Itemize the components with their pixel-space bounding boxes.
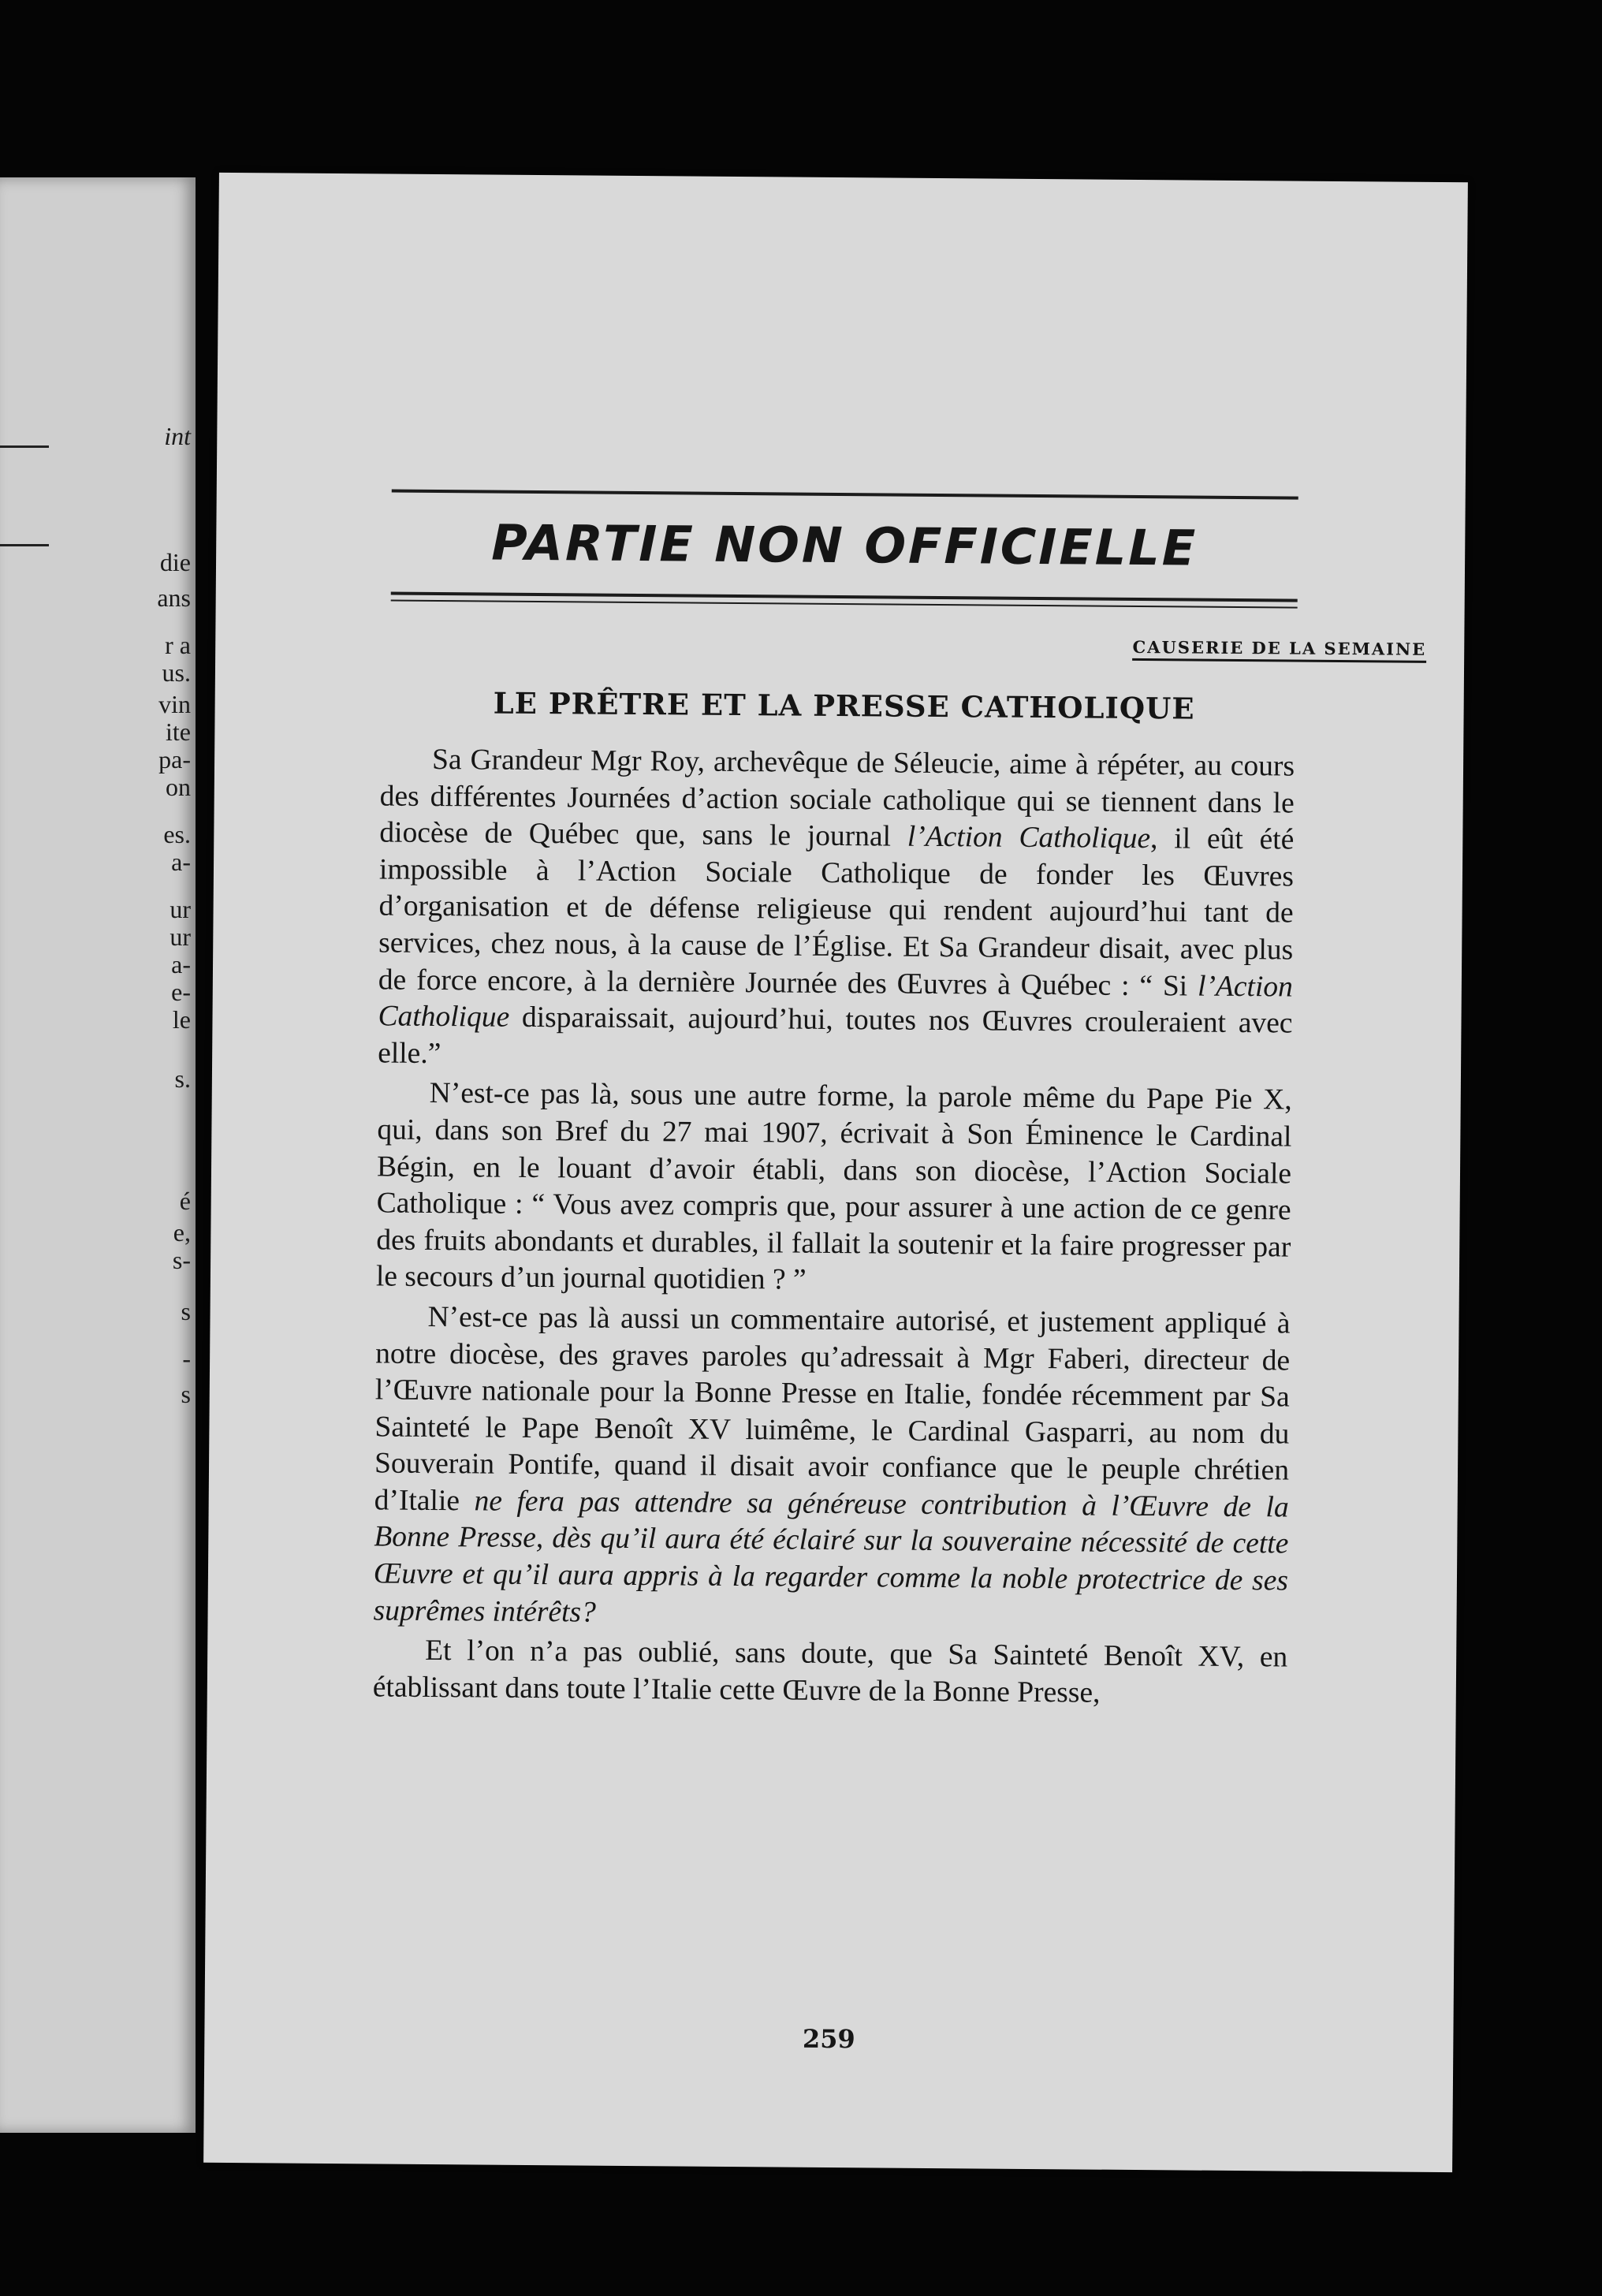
page-number: 259 xyxy=(802,2023,855,2055)
body-paragraph xyxy=(373,1633,1288,1713)
left-page-rule-bottom xyxy=(0,544,49,546)
left-page-fragment: e, xyxy=(173,1218,191,1247)
text-run: disparaissait, aujourd’hui, toutes nos Œuvres crouleraient avec elle.” xyxy=(378,1001,1293,1070)
header-top-rule xyxy=(392,490,1298,500)
left-page-fragment: s xyxy=(181,1297,191,1325)
left-page-fragment: es. xyxy=(163,820,191,848)
column-kicker: CAUSERIE DE LA SEMAINE xyxy=(1132,637,1426,663)
body-paragraph xyxy=(373,1299,1290,1636)
text-run: Sa Grandeur Mgr Roy, archevêque de Séleucie, aime à répéter, au cours des différentes Journées d’action sociale catholique qui se tiennent dans le diocèse de Québec que, sans le journal xyxy=(379,743,1295,853)
body-paragraph xyxy=(378,741,1295,1079)
left-page-fragment: é xyxy=(179,1187,191,1215)
left-page-rule-top xyxy=(0,445,49,448)
left-page-fragment: ur xyxy=(170,895,191,923)
text-run: N’est-ce pas là aussi un commentaire autorisé, et justement appliqué à notre diocèse, des graves paroles qu’adressait à Mgr Faberi, directeur de l’Œuvre nationale pour la Bonne Presse en Italie, fondée récemment par Sa Sainteté le Pape Benoît XV luimême, le Cardinal Gasparri, au nom du Souverain Pontife, quand il disait avoir confiance que le peuple chrétien d’Italie xyxy=(374,1300,1291,1518)
left-page-fragment: on xyxy=(166,773,191,801)
left-page-fragment: le xyxy=(172,1005,191,1034)
left-page-fragment: ur xyxy=(170,922,191,951)
left-page-fragment: a- xyxy=(171,848,191,876)
left-page-fragment: die xyxy=(159,548,191,576)
left-facing-page xyxy=(0,177,196,2133)
left-page-fragment: vin xyxy=(158,690,191,718)
left-page-fragment: ans xyxy=(157,583,191,612)
left-page-fragment: us. xyxy=(162,658,191,687)
left-page-fragment: r a xyxy=(165,631,191,659)
left-page-fragment: s- xyxy=(172,1246,191,1274)
left-page-fragment: e- xyxy=(171,978,191,1006)
italic-run: ne fera pas attendre sa généreuse contribution à l’Œuvre de la Bonne Presse, dès qu’il aura été éclairé sur la souveraine nécessité de cette Œuvre et qu’il aura appris à la regarder comme la noble protectrice de ses suprêmes intérêts? xyxy=(373,1485,1289,1629)
left-page-fragment: pa- xyxy=(158,745,191,773)
document-page xyxy=(203,173,1468,2172)
left-page-fragment: int xyxy=(164,422,191,450)
left-page-fragment: - xyxy=(182,1344,191,1373)
left-page-fragment: s. xyxy=(174,1064,191,1093)
text-run: N’est-ce pas là, sous une autre forme, la parole même du Pape Pie X, qui, dans son Bref du 27 mai 1907, écrivait à Son Éminence le Cardinal Bégin, en le louant d’avoir établi, dans son diocèse, l’Action Sociale Catholique : “ Vous avez compris que, pour assurer à une action de ce genre des fruits abondants et durables, il fallait la soutenir et la faire progresser par le secours d’un journal quotidien ? ” xyxy=(375,1077,1292,1297)
left-page-fragment: a- xyxy=(171,950,191,978)
text-run: , il eût été impossible à l’Action Sociale Catholique de fonder les Œuvres d’organisation et de défense religieuse qui rendent aujourd’hui tant de services, chez nous, à la cause de l’Église. Et Sa Grandeur disait, avec plus de force encore, à la dernière Journée des Œuvres à Québec : “ Si xyxy=(378,822,1295,1003)
text-run: Et l’on n’a pas oublié, sans doute, que Sa Sainteté Benoît XV, en établissant dans toute l’Italie cette Œuvre de la Bonne Presse, xyxy=(372,1634,1288,1709)
italic-run: l’Action Catholique xyxy=(907,820,1151,855)
left-page-fragment: s xyxy=(181,1380,191,1408)
article-title: LE PRÊTRE ET LA PRESSE CATHOLIQUE xyxy=(493,685,1195,726)
left-page-fragment: ite xyxy=(166,718,191,746)
body-paragraph xyxy=(376,1075,1292,1303)
italic-run: l’Action Catholique xyxy=(378,970,1294,1034)
section-header: PARTIE NON OFFICIELLE xyxy=(491,513,1198,577)
article-body xyxy=(373,741,1295,1713)
